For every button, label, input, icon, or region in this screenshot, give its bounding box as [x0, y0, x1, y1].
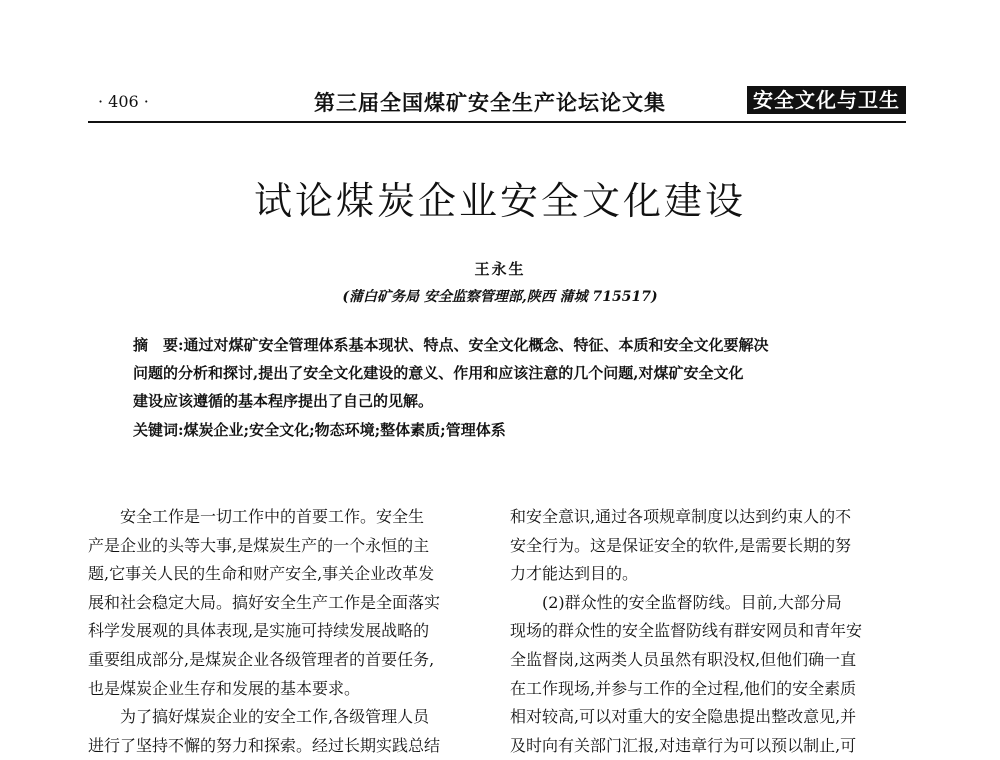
abstract-text: 通过对煤矿安全管理体系基本现状、特点、安全文化概念、特征、本质和安全文化要解决: [183, 336, 769, 354]
author-name: 王永生: [474, 260, 526, 278]
body-line: 展和社会稳定大局。搞好安全生产工作是全面落实: [88, 592, 441, 612]
body-line: 为了搞好煤炭企业的安全工作,各级管理人员: [120, 707, 430, 727]
body-line: 也是煤炭企业生存和发展的基本要求。: [88, 678, 361, 698]
article-title: 试论煤炭企业安全文化建设: [253, 179, 746, 223]
body-line: 科学发展观的具体表现,是实施可持续发展战略的: [88, 621, 430, 641]
body-line: 在工作现场,并参与工作的全过程,他们的安全素质: [510, 678, 857, 698]
body-line: 全监督岗,这两类人员虽然有职没权,但他们确一直: [510, 649, 857, 669]
running-header: [88, 86, 906, 116]
abstract-line: 问题的分析和探讨,提出了安全文化建设的意义、作用和应该注意的几个问题,对煤矿安全文化: [133, 364, 744, 382]
author-affiliation: (蒲白矿务局 安全监察管理部,陕西 蒲城 715517): [342, 289, 658, 305]
section-badge: 安全文化与卫生: [747, 86, 906, 114]
body-line: 力才能达到目的。: [510, 564, 639, 584]
body-line: 和安全意识,通过各项规章制度以达到约束人的不: [510, 507, 852, 526]
header-rule: [88, 121, 906, 123]
abstract-line: [133, 331, 873, 359]
abstract-label: 摘 要:: [133, 336, 184, 354]
body-line: 题,它事关人民的生命和财产安全,事关企业改革发: [88, 564, 435, 584]
body-column-left: [88, 503, 480, 760]
keywords: [133, 416, 873, 444]
body-line: 相对较高,可以对重大的安全隐患提出整改意见,并: [510, 707, 857, 727]
page-number: · 406 ·: [98, 92, 149, 111]
body-line: 现场的群众性的安全监督防线有群安网员和青年安: [510, 621, 863, 641]
journal-title: 第三届全国煤矿安全生产论坛论文集: [314, 91, 666, 115]
body-line: 及时向有关部门汇报,对违章行为可以预以制止,可: [510, 735, 857, 755]
body-line: (2)群众性的安全监督防线。目前,大部分局: [542, 592, 842, 612]
body-line: 产是企业的头等大事,是煤炭生产的一个永恒的主: [88, 535, 430, 555]
abstract-line: 建设应该遵循的基本程序提出了自己的见解。: [133, 392, 434, 410]
body-column-right: [510, 503, 908, 760]
abstract: [133, 331, 873, 415]
body-line: 安全工作是一切工作中的首要工作。安全生: [120, 507, 425, 526]
body-line: 安全行为。这是保证安全的软件,是需要长期的努: [510, 535, 852, 555]
body-line: 进行了坚持不懈的努力和探索。经过长期实践总结: [88, 735, 441, 755]
keywords-text: 煤炭企业;安全文化;物态环境;整体素质;管理体系: [183, 421, 506, 439]
body-line: 重要组成部分,是煤炭企业各级管理者的首要任务,: [88, 649, 435, 669]
keywords-label: 关键词:: [133, 421, 184, 439]
